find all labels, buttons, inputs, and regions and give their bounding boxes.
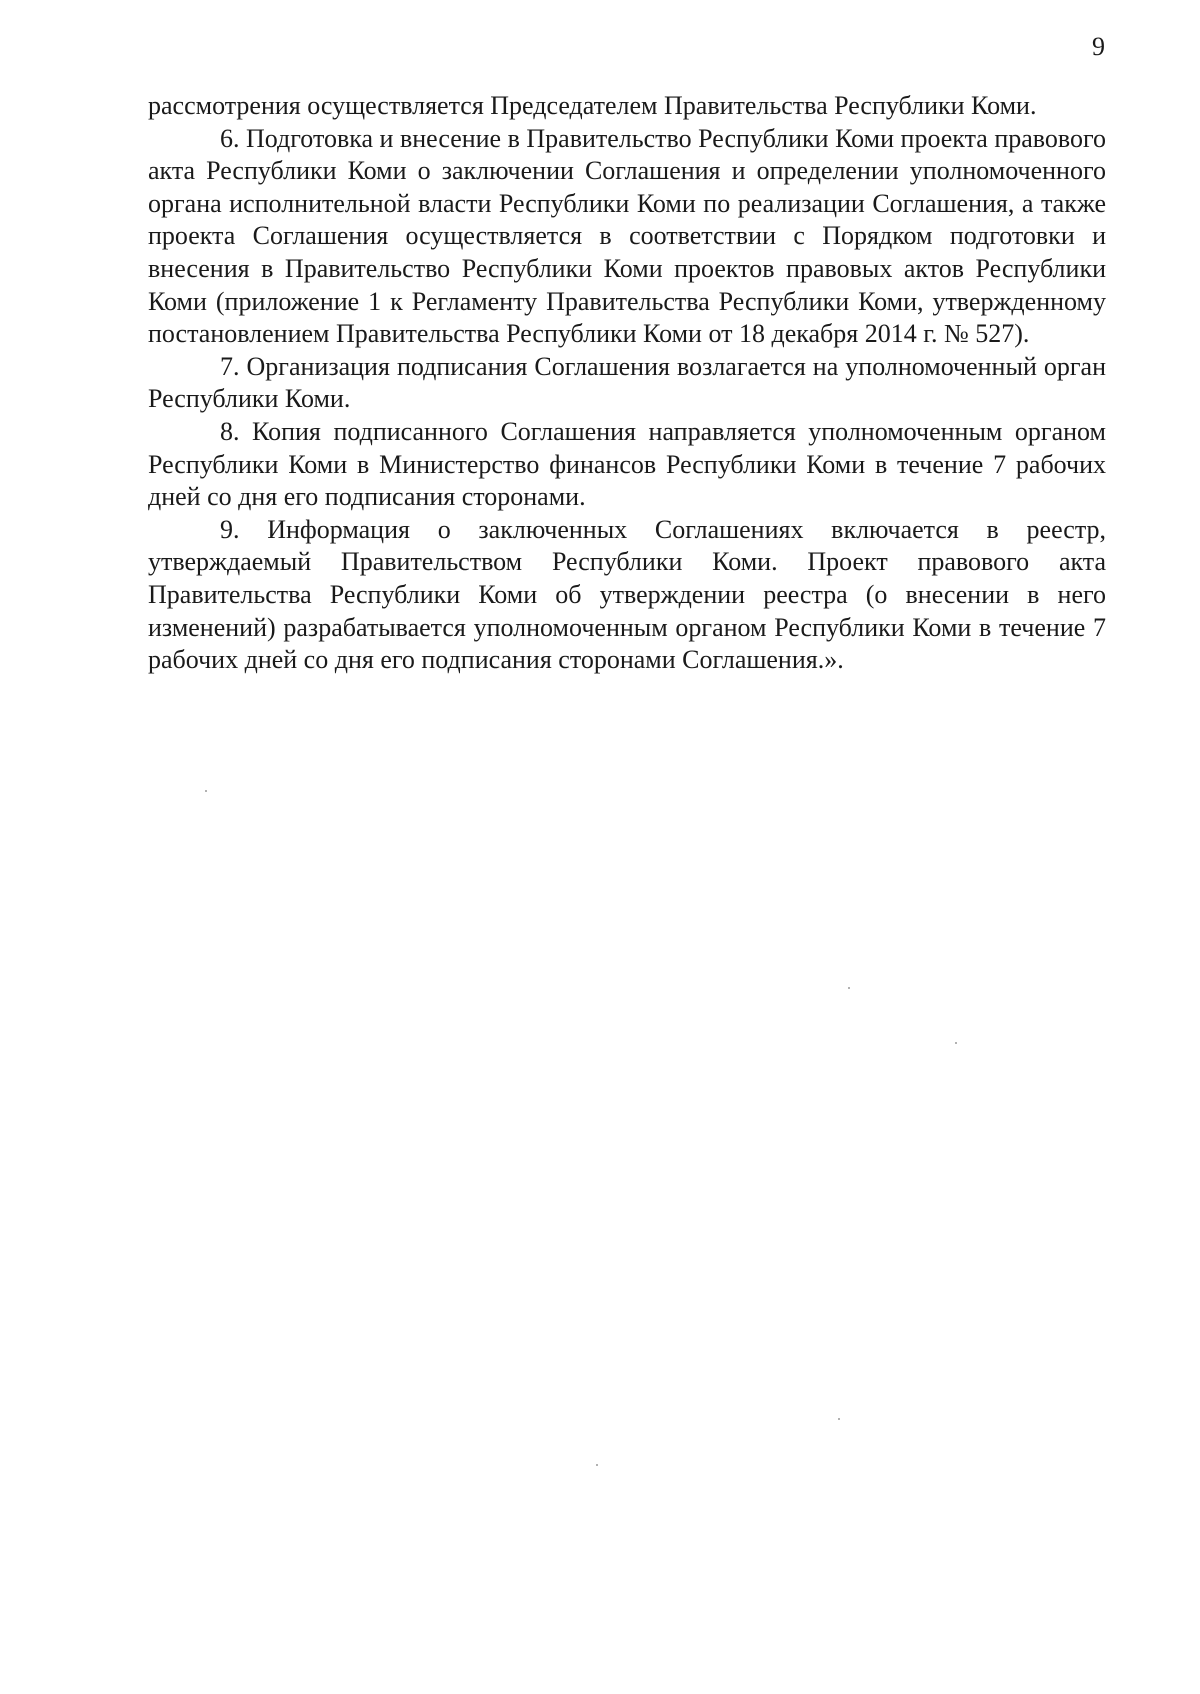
paragraph-item-6: 6. Подготовка и внесение в Правительство Республики Коми проекта правового акта Республики Коми о заключении Соглашения и определении уполномоченного органа исполнительной власти Республики Коми по реализации Соглашения, а также проекта Соглашения осуществляется в соответствии с Порядком подготовки и внесения в Правительство Республики Коми проектов правовых актов Республики Коми (приложение 1 к Регламенту Правительства Республики Коми, утвержденному постановлением Правительства Республики Коми от 18 декабря 2014 г. № 527). xyxy=(148,123,1106,349)
page-number: 9 xyxy=(1092,32,1105,61)
document-body xyxy=(148,90,1106,677)
scan-speck xyxy=(955,1042,957,1044)
scan-speck xyxy=(848,987,850,989)
scan-speck xyxy=(205,790,207,792)
paragraph-item-9: 9. Информация о заключенных Соглашениях включается в реестр, утверждаемый Правительством Республики Коми. Проект правового акта Правительства Республики Коми об утверждении реестра (о внесении в него изменений) разрабатывается уполномоченным органом Республики Коми в течение 7 рабочих дней со дня его подписания сторонами Соглашения.». xyxy=(148,514,1106,675)
paragraph-item-8: 8. Копия подписанного Соглашения направляется уполномоченным органом Республики Коми в Министерство финансов Республики Коми в течение 7 рабочих дней со дня его подписания сторонами. xyxy=(148,416,1106,512)
paragraph-continuation: рассмотрения осуществляется Председателем Правительства Республики Коми. xyxy=(148,91,1037,120)
paragraph-item-7: 7. Организация подписания Соглашения возлагается на уполномоченный орган Республики Коми. xyxy=(148,351,1106,414)
scan-speck xyxy=(596,1464,598,1466)
scan-speck xyxy=(838,1418,840,1420)
